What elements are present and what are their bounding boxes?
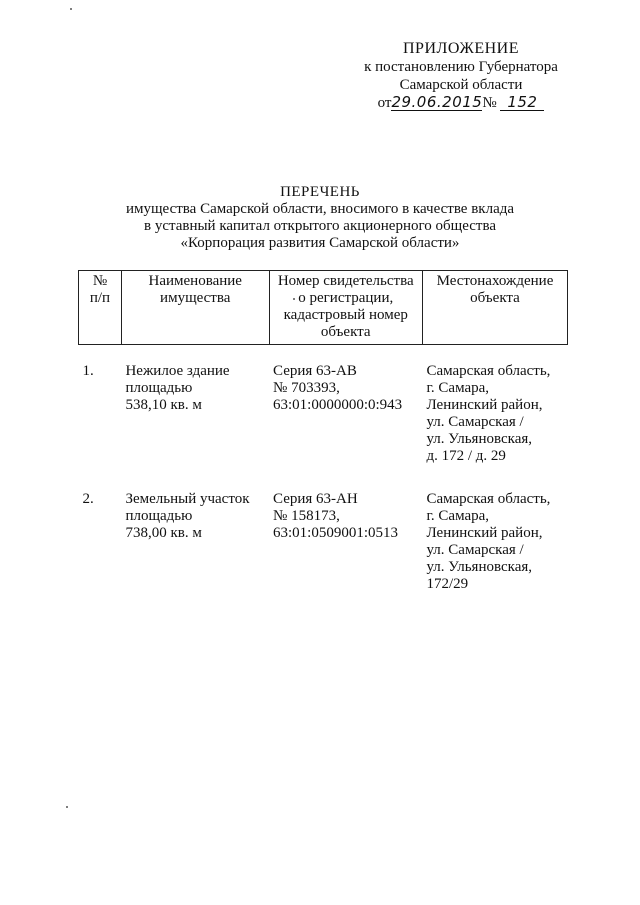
table-row [79,363,568,465]
table-header-row [79,271,568,345]
heading-line-1: имущества Самарской области, вносимого в качестве вклада [125,201,515,217]
decree-number-handwritten: 152 [500,94,544,111]
row-certificate: Серия 63-АВ № 703393, 63:01:0000000:0:943 [273,363,403,413]
row-location: Самарская область, г. Самара, Ленинский район, ул. Самарская / ул. Ульяновская, д. 172 / д. 29 [426,363,551,464]
appendix-block [330,40,592,112]
scan-speck [66,806,68,808]
table-row [79,491,568,593]
row-location: Самарская область, г. Самара, Ленинский район, ул. Самарская / ул. Ульяновская, 172/29 [426,491,551,592]
header-certificate: Номер свидетельства о регистрации, кадастровый номер объекта [269,271,422,345]
row-certificate: Серия 63-АН № 158173, 63:01:0509001:0513 [273,491,399,541]
header-name: Наименование имущества [121,271,269,345]
header-location: Местонахождение объекта [422,271,567,345]
row-name: Земельный участок площадью 738,00 кв. м [125,491,250,541]
number-prefix: № [482,95,497,111]
heading-title: ПЕРЕЧЕНЬ [280,184,360,200]
appendix-line-1: к постановлению Губернатора [364,59,558,75]
appendix-date-line [330,94,592,112]
header-num: № п/п [79,271,122,345]
appendix-line-2: Самарской области [399,77,523,93]
property-table [78,270,568,593]
decree-date-handwritten: 29.06.2015 [391,93,483,111]
list-heading [80,184,560,252]
row-num: 1. [82,363,94,379]
appendix-title: ПРИЛОЖЕНИЕ [402,40,519,57]
heading-line-2: в уставный капитал открытого акционерного общества [143,218,496,234]
scan-speck [70,8,72,10]
date-prefix: от [377,95,392,111]
row-name: Нежилое здание площадью 538,10 кв. м [125,363,230,413]
row-num: 2. [82,491,94,507]
heading-line-3: «Корпорация развития Самарской области» [180,235,460,251]
